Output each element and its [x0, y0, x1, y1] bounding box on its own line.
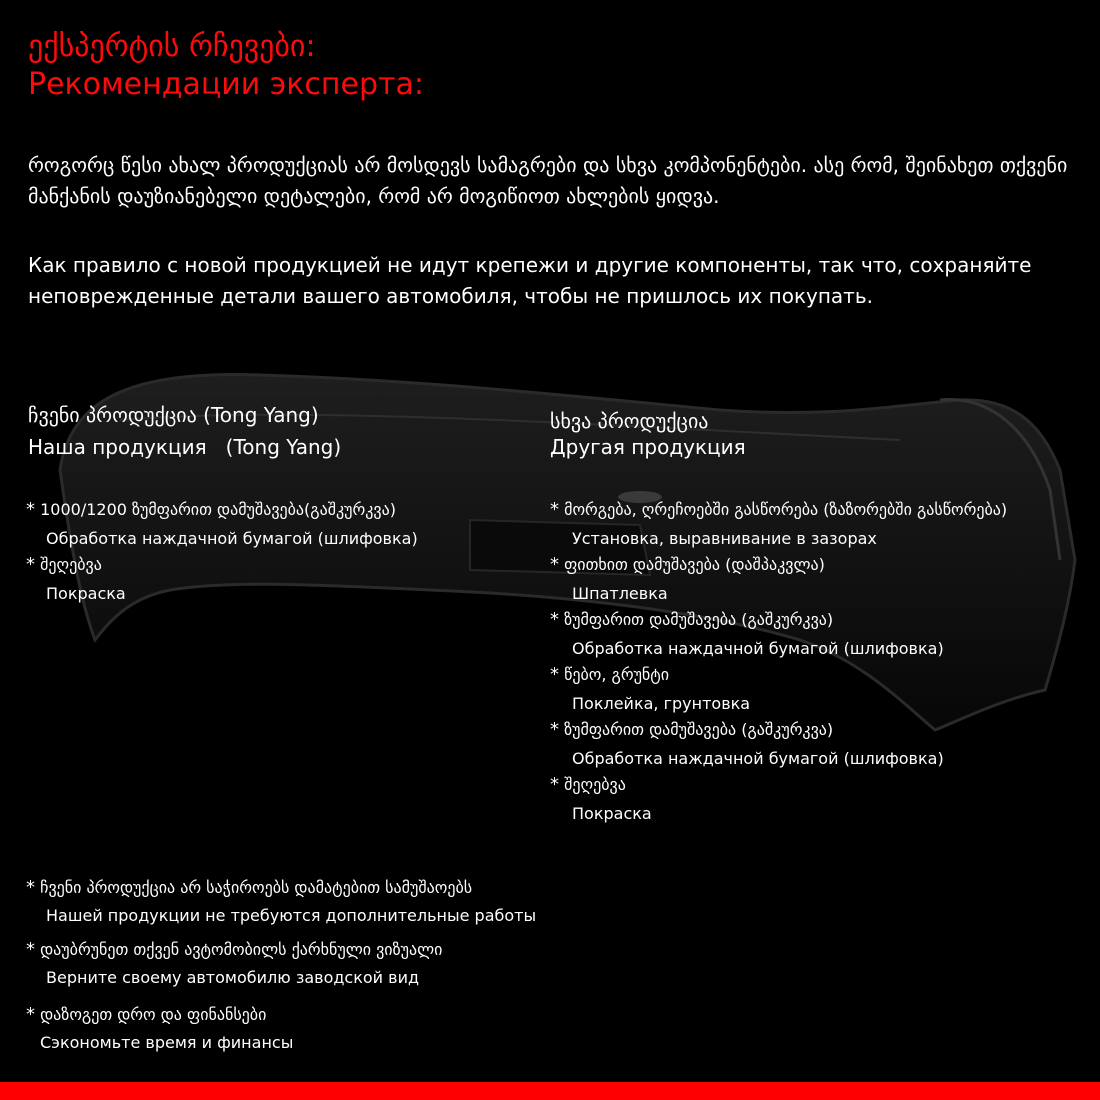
- item-label-georgian: შეღებვა: [564, 775, 626, 794]
- bullet-star: *: [550, 609, 559, 630]
- benefit-item-georgian: [26, 938, 442, 962]
- bullet-star: *: [550, 499, 559, 520]
- benefit-label-georgian: ჩვენი პროდუქცია არ საჭიროებს დამატებით სამუშაოებს: [40, 878, 473, 897]
- bullet-star: *: [550, 664, 559, 685]
- other-product-heading-georgian: სხვა პროდუქცია: [550, 409, 709, 433]
- bullet-star: *: [26, 1004, 35, 1025]
- bottom-accent-bar: [0, 1082, 1100, 1100]
- intro-text-georgian: როგორც წესი ახალ პროდუქციას არ მოსდევს სამაგრები და სხვა კომპონენტები. ასე რომ, შეინახეთ თქვენი მანქანის დაუზიანებელი დეტალები, რომ არ მოგიწიოთ ახლების ყიდვა.: [28, 153, 1068, 208]
- bullet-star: *: [550, 719, 559, 740]
- benefit-label-georgian: დაუბრუნეთ თქვენ ავტომობილს ქარხნული ვიზუალი: [40, 940, 443, 959]
- other-product-item-georgian: [550, 553, 825, 577]
- our-product-item-russian: Покраска: [46, 584, 126, 603]
- other-product-item-russian: Поклейка, грунтовка: [572, 694, 751, 713]
- item-label-georgian: ზუმფარით დამუშავება (გაშკურკვა): [564, 610, 834, 629]
- bullet-star: *: [550, 774, 559, 795]
- benefit-label-georgian: დაზოგეთ დრო და ფინანსები: [40, 1005, 267, 1024]
- other-product-item-georgian: [550, 498, 1007, 522]
- item-label-georgian: 1000/1200 ზუმფარით დამუშავება(გაშკურკვა): [40, 500, 396, 519]
- other-product-item-georgian: [550, 718, 833, 742]
- item-label-georgian: წებო, გრუნტი: [564, 665, 670, 684]
- benefit-item-russian: Верните своему автомобилю заводской вид: [46, 968, 420, 987]
- our-product-item-georgian: [26, 498, 396, 522]
- bullet-star: *: [26, 499, 35, 520]
- other-product-item-russian: Обработка наждачной бумагой (шлифовка): [572, 639, 944, 658]
- bullet-star: *: [26, 877, 35, 898]
- item-label-georgian: ფითხით დამუშავება (დაშპაკვლა): [564, 555, 825, 574]
- item-label-georgian: შეღებვა: [40, 555, 102, 574]
- benefit-item-georgian: [26, 1003, 266, 1027]
- benefit-item-russian: Сэкономьте время и финансы: [40, 1033, 294, 1052]
- intro-text-russian: Как правило с новой продукцией не идут крепежи и другие компоненты, так что, сохраняйте неповрежденные детали вашего автомобиля, чтобы не пришлось их покупать.: [28, 253, 1032, 308]
- item-label-georgian: მორგება, ღრეჩოებში გასწორება (ზაზორებში გასწორება): [564, 500, 1008, 519]
- our-product-heading-georgian: ჩვენი პროდუქცია (Tong Yang): [28, 403, 319, 427]
- our-product-item-georgian: [26, 553, 102, 577]
- other-product-item-georgian: [550, 663, 669, 687]
- item-label-georgian: ზუმფარით დამუშავება (გაშკურკვა): [564, 720, 834, 739]
- other-product-item-russian: Обработка наждачной бумагой (шлифовка): [572, 749, 944, 768]
- other-product-item-russian: Шпатлевка: [572, 584, 668, 603]
- other-product-item-russian: Установка, выравнивание в зазорах: [572, 529, 877, 548]
- bullet-star: *: [26, 939, 35, 960]
- benefit-item-russian: Нашей продукции не требуются дополнительные работы: [46, 906, 537, 925]
- benefit-item-georgian: [26, 876, 472, 900]
- bullet-star: *: [550, 554, 559, 575]
- our-product-item-russian: Обработка наждачной бумагой (шлифовка): [46, 529, 418, 548]
- other-product-item-georgian: [550, 773, 626, 797]
- other-product-item-russian: Покраска: [572, 804, 652, 823]
- bullet-star: *: [26, 554, 35, 575]
- other-product-heading-russian: Другая продукция: [550, 435, 746, 459]
- our-product-heading-russian: Наша продукция (Tong Yang): [28, 435, 342, 459]
- page-title-russian: Рекомендации эксперта:: [28, 67, 424, 102]
- other-product-item-georgian: [550, 608, 833, 632]
- page-title-georgian: ექსპერტის რჩევები:: [28, 29, 316, 64]
